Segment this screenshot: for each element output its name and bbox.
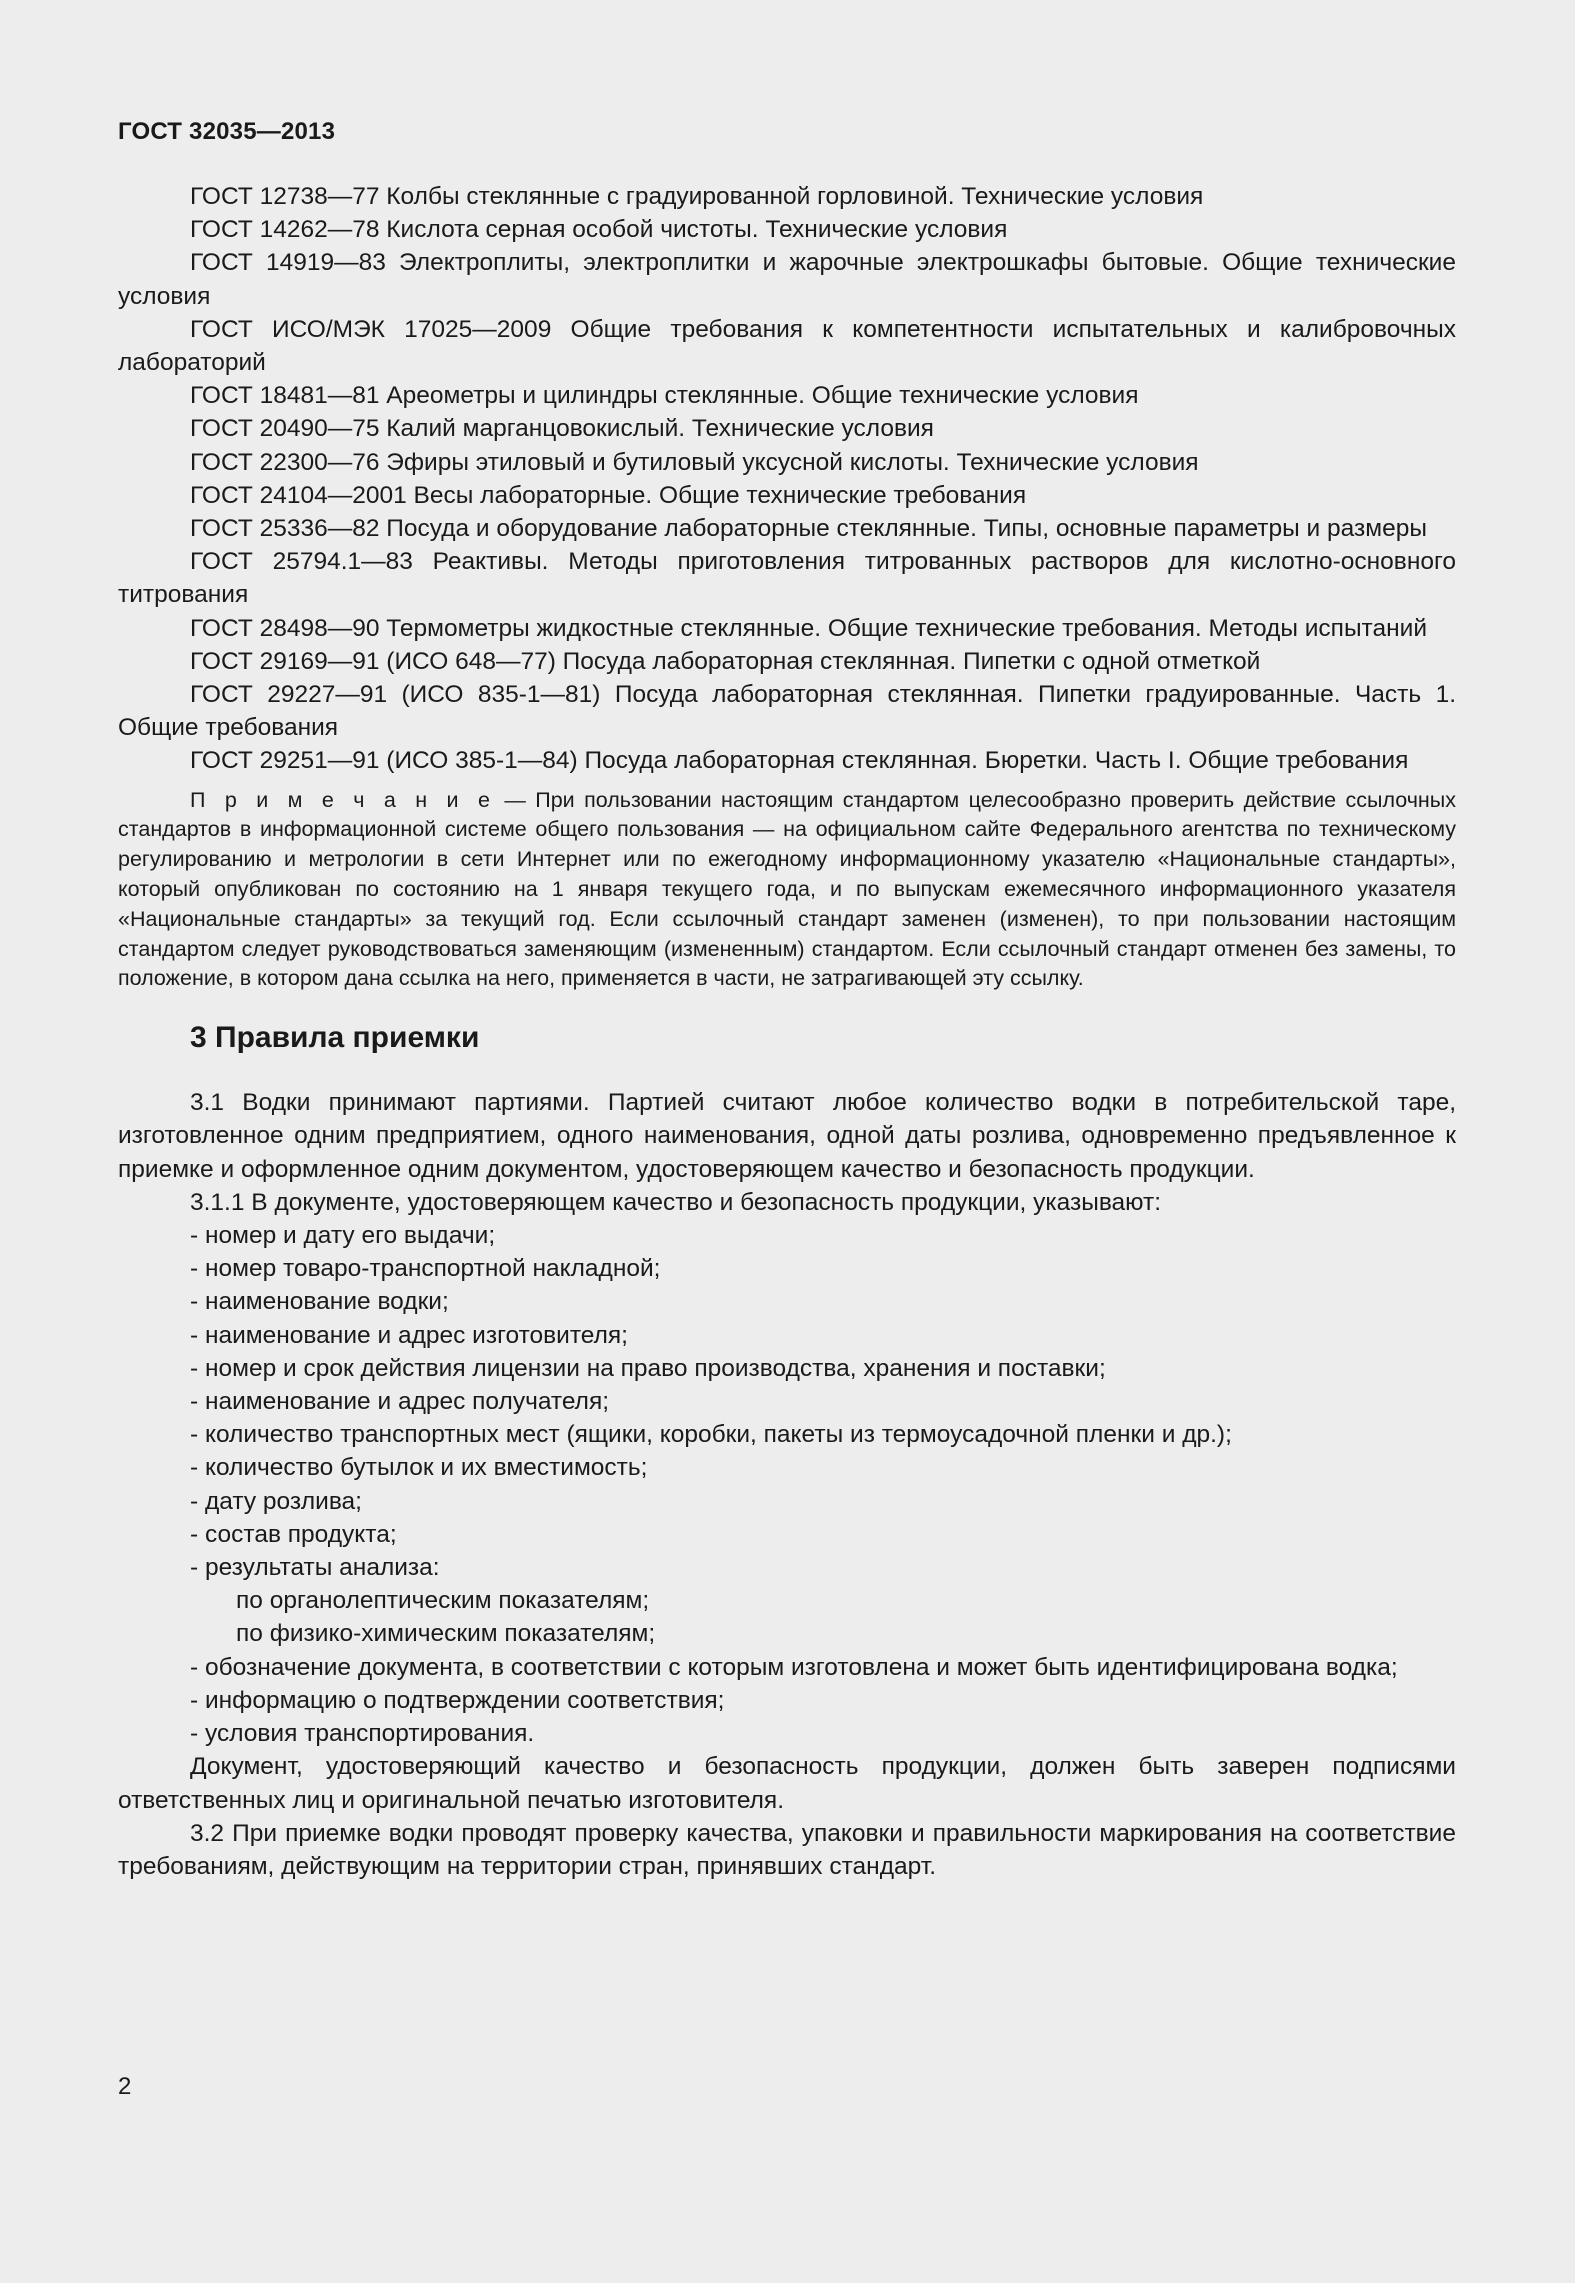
clause-3-1-1: 3.1.1 В документе, удостоверяющем качество и безопасность продукции, указывают: [190,1188,1162,1216]
reference-item: ГОСТ 24104—2001 Весы лабораторные. Общие технические требования [190,481,1027,509]
list-item: - условия транспортирования. [190,1720,535,1748]
list-item: - количество транспортных мест (ящики, коробки, пакеты из термоусадочной пленки и др.); [190,1421,1232,1449]
list-item: - наименование водки; [190,1288,449,1316]
section-body [118,1086,1456,1883]
list-item: - номер товаро-транспортной накладной; [190,1255,661,1283]
note-label: П р и м е ч а н и е [190,787,495,812]
list-item: - дату розлива; [190,1487,362,1515]
reference-item: ГОСТ 28498—90 Термометры жидкостные стеклянные. Общие технические требования. Методы испытаний [190,614,1428,642]
reference-item: ГОСТ 14262—78 Кислота серная особой чистоты. Технические условия [190,216,1008,244]
reference-item: ГОСТ 12738—77 Колбы стеклянные с градуированной горловиной. Технические условия [190,183,1204,210]
sub-list-item: по физико-химическим показателям; [236,1620,656,1648]
list-item: - наименование и адрес изготовителя; [190,1321,628,1349]
reference-item: ГОСТ 25794.1—83 Реактивы. Методы приготовления титрованных растворов для кислотно-основного титрования [118,548,1456,609]
section-title: 3 Правила приемки [190,1021,480,1055]
clause-3-2: 3.2 При приемке водки проводят проверку качества, упаковки и правильности маркирования на соответствие требованиям, действующим на территории стран, принявших стандарт. [118,1819,1456,1880]
reference-item: ГОСТ 18481—81 Ареометры и цилиндры стеклянные. Общие технические условия [190,382,1139,410]
document-header: ГОСТ 32035—2013 [118,118,336,145]
reference-item: ГОСТ 20490—75 Калий марганцовокислый. Технические условия [190,415,934,443]
list-item: - обозначение документа, в соответствии с которым изготовлена и может быть идентифицирована водка; [190,1653,1398,1681]
reference-item: ГОСТ 25336—82 Посуда и оборудование лабораторные стеклянные. Типы, основные параметры и размеры [190,515,1427,543]
signature-paragraph: Документ, удостоверяющий качество и безопасность продукции, должен быть заверен подписями ответственных лиц и оригинальной печатью изготовителя. [118,1753,1456,1814]
note-text: — При пользовании настоящим стандартом целесообразно проверить действие ссылочных стандартов в информационной системе общего пользования — на официальном сайте Федерального агентства по техническому регулированию и метрологии в сети Интернет или по ежегодному информационному указателю «Национальные стандарты», который опубликован по состоянию на 1 января текущего года, и по выпускам ежемесячного информационного указателя «Национальные стандарты» за текущий год. Если ссылочный стандарт заменен (изменен), то при пользовании настоящим стандартом следует руководствоваться заменяющим (измененным) стандартом. Если ссылочный стандарт отменен без замены, то положение, в котором дана ссылка на него, применяется в части, не затрагивающей эту ссылку. [118,787,1456,991]
list-item: - наименование и адрес получателя; [190,1388,610,1416]
list-item: - информацию о подтверждении соответствия; [190,1686,725,1714]
reference-item: ГОСТ 14919—83 Электроплиты, электроплитки и жарочные электрошкафы бытовые. Общие технические условия [118,249,1456,310]
page-number: 2 [118,2073,132,2100]
sub-list-item: по органолептическим показателям; [236,1587,650,1615]
note-paragraph [118,786,1456,995]
reference-item: ГОСТ 22300—76 Эфиры этиловый и бутиловый уксусной кислоты. Технические условия [190,448,1199,476]
reference-item: ГОСТ 29227—91 (ИСО 835-1—81) Посуда лабораторная стеклянная. Пипетки градуированные. Часть 1. Общие требования [118,681,1456,742]
normative-references [118,180,1456,778]
list-item: - количество бутылок и их вместимость; [190,1454,648,1482]
clause-3-1: 3.1 Водки принимают партиями. Партией считают любое количество водки в потребительской таре, изготовленное одним предприятием, одного наименования, одной даты розлива, одновременно предъявленное к приемке и оформленное одним документом, удостоверяющем качество и безопасность продукции. [118,1089,1456,1183]
reference-item: ГОСТ 29251—91 (ИСО 385-1—84) Посуда лабораторная стеклянная. Бюретки. Часть I. Общие требования [190,747,1409,775]
list-item: - номер и дату его выдачи; [190,1222,496,1250]
list-item: - результаты анализа: [190,1554,440,1582]
reference-item: ГОСТ 29169—91 (ИСО 648—77) Посуда лабораторная стеклянная. Пипетки с одной отметкой [190,647,1261,675]
document-page [118,118,1456,1883]
reference-item: ГОСТ ИСО/МЭК 17025—2009 Общие требования к компетентности испытательных и калибровочных лабораторий [118,315,1456,377]
list-item: - номер и срок действия лицензии на право производства, хранения и поставки; [190,1354,1106,1382]
list-item: - состав продукта; [190,1520,397,1548]
